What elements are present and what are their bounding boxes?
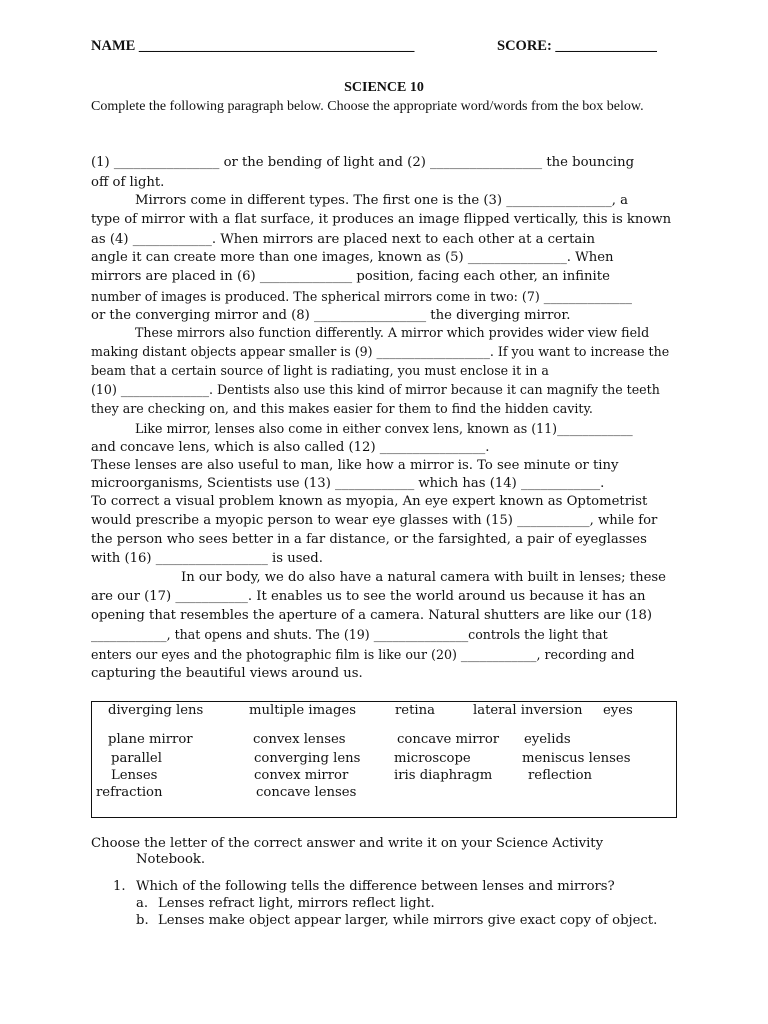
word-box-item: parallel: [111, 751, 162, 766]
paragraph-line: would prescribe a myopic person to wear eye glasses with (15) ___________, while for: [91, 513, 658, 528]
word-box-item: concave mirror: [397, 732, 500, 747]
paragraph-line: mirrors are placed in (6) ______________ position, facing each other, an infinite: [91, 269, 610, 284]
paragraph-line: the person who sees better in a far distance, or the farsighted, a pair of eyeglasses: [91, 532, 647, 547]
paragraph-line: are our (17) ___________. It enables us to see the world around us because it has an: [91, 589, 646, 604]
page-title: SCIENCE 10: [344, 80, 424, 95]
paragraph-line: angle it can create more than one images, known as (5) _______________. When: [91, 250, 614, 265]
choice-text: Lenses refract light, mirrors reflect light.: [158, 896, 435, 911]
instructions: Complete the following paragraph below. Choose the appropriate word/words from the box below.: [91, 99, 644, 114]
word-box-item: reflection: [528, 768, 593, 783]
word-box-item: multiple images: [249, 703, 356, 718]
question-text: Which of the following tells the difference between lenses and mirrors?: [136, 879, 615, 894]
name-field: NAME ______________________________________: [91, 38, 415, 54]
paragraph-line: Like mirror, lenses also come in either convex lens, known as (11)____________: [135, 421, 633, 436]
word-box-item: diverging lens: [108, 703, 204, 718]
paragraph-line: To correct a visual problem known as myopia, An eye expert known as Optometrist: [91, 494, 648, 509]
section2-instruction: Notebook.: [136, 852, 206, 867]
choice-text: Lenses make object appear larger, while mirrors give exact copy of object.: [158, 913, 658, 928]
score-field: SCORE: ______________: [497, 38, 657, 54]
paragraph-line: with (16) _________________ is used.: [91, 551, 323, 566]
paragraph-line: microorganisms, Scientists use (13) ____________ which has (14) ____________.: [91, 476, 605, 491]
word-box-item: convex lenses: [253, 732, 346, 747]
paragraph-line: capturing the beautiful views around us.: [91, 666, 363, 681]
word-box-item: lateral inversion: [473, 703, 583, 718]
word-box-item: convex mirror: [254, 768, 349, 783]
section2-instruction: Choose the letter of the correct answer and write it on your Science Activity: [91, 836, 604, 851]
word-box-item: iris diaphragm: [394, 768, 493, 783]
word-box-item: meniscus lenses: [522, 751, 631, 766]
paragraph-line: These mirrors also function differently. A mirror which provides wider view field: [135, 325, 650, 340]
paragraph-line: (10) ______________. Dentists also use this kind of mirror because it can magnify the teeth: [91, 382, 660, 397]
paragraph-line: making distant objects appear smaller is (9) __________________. If you want to increase the: [91, 344, 670, 359]
paragraph-line: and concave lens, which is also called (12) ________________.: [91, 440, 490, 455]
word-box-item: converging lens: [254, 751, 361, 766]
paragraph-line: beam that a certain source of light is radiating, you must enclose it in a: [91, 363, 549, 378]
word-box-item: plane mirror: [108, 732, 193, 747]
paragraph-line: type of mirror with a flat surface, it produces an image flipped vertically, this is known: [91, 212, 672, 227]
word-box: [91, 701, 677, 818]
word-box-item: refraction: [96, 785, 163, 800]
word-box-item: concave lenses: [256, 785, 357, 800]
question-number: 1.: [113, 879, 126, 894]
paragraph-line: These lenses are also useful to man, like how a mirror is. To see minute or tiny: [91, 458, 619, 473]
paragraph-line: enters our eyes and the photographic film is like our (20) ____________, recording and: [91, 647, 635, 662]
paragraph-line: number of images is produced. The spherical mirrors come in two: (7) ______________: [91, 289, 632, 304]
word-box-item: microscope: [394, 751, 471, 766]
word-box-item: retina: [395, 703, 435, 718]
paragraph-line: they are checking on, and this makes easier for them to find the hidden cavity.: [91, 401, 593, 416]
paragraph-line: ____________, that opens and shuts. The (19) _______________controls the light that: [91, 627, 608, 642]
paragraph-line: opening that resembles the aperture of a camera. Natural shutters are like our (18): [91, 608, 653, 623]
word-box-item: eyes: [603, 703, 633, 718]
paragraph-line: as (4) ____________. When mirrors are placed next to each other at a certain: [91, 232, 595, 247]
paragraph-line: off of light.: [91, 175, 165, 190]
word-box-item: Lenses: [111, 768, 158, 783]
word-box-item: eyelids: [524, 732, 571, 747]
paragraph-line: In our body, we do also have a natural camera with built in lenses; these: [181, 570, 666, 585]
paragraph-line: or the converging mirror and (8) _________________ the diverging mirror.: [91, 308, 571, 323]
choice-letter: a.: [136, 896, 149, 911]
choice-letter: b.: [136, 913, 149, 928]
paragraph-line: Mirrors come in different types. The first one is the (3) ________________, a: [135, 193, 628, 208]
paragraph-line: (1) ________________ or the bending of light and (2) _________________ the bouncing: [91, 155, 635, 170]
